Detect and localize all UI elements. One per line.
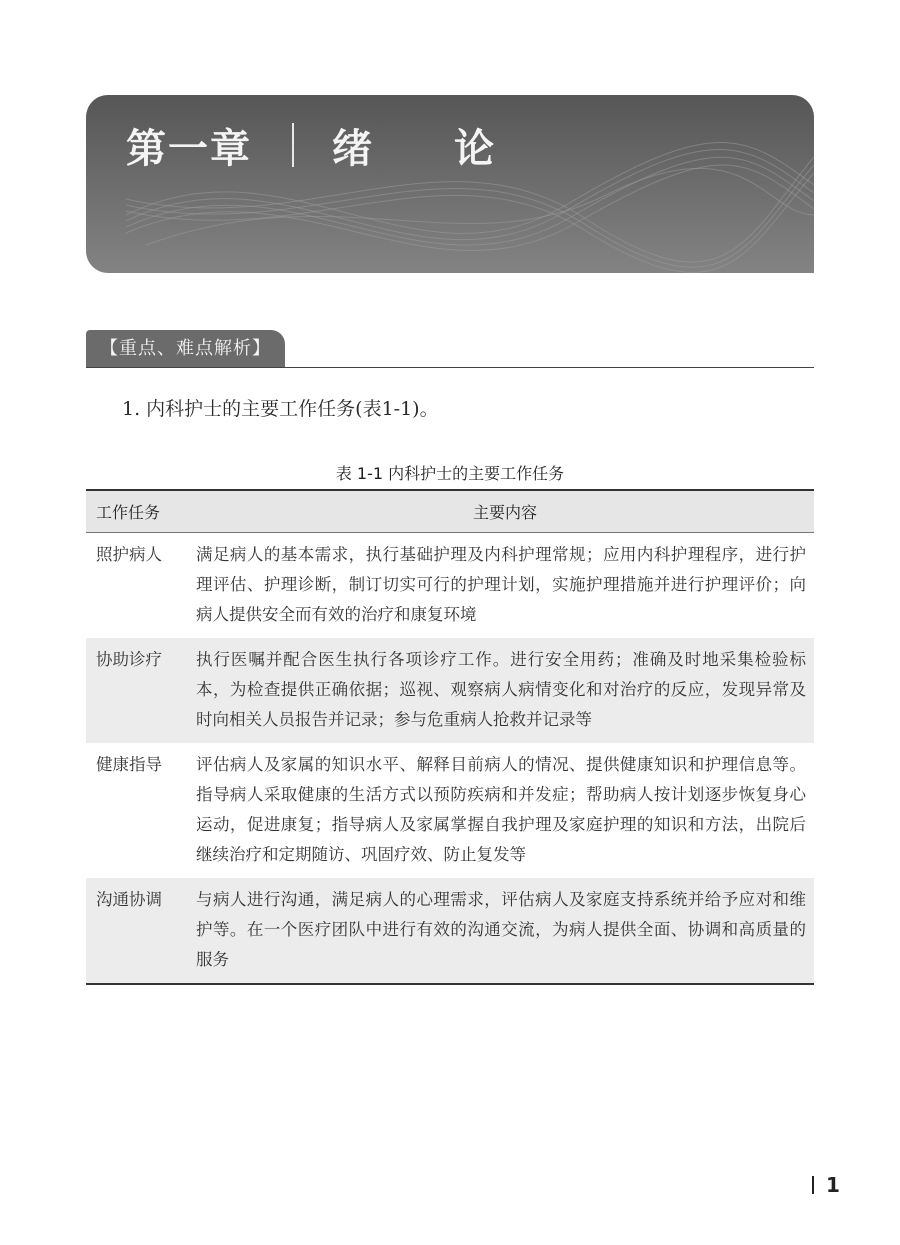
content-cell: 与病人进行沟通，满足病人的心理需求，评估病人及家庭支持系统并给予应对和维护等。在一个医疗团队中进行有效的沟通交流，为病人提供全面、协调和高质量的服务 <box>196 878 814 984</box>
chapter-number: 第一章 <box>126 125 252 172</box>
nursing-task-table <box>86 489 814 985</box>
table-header-content: 主要内容 <box>196 490 814 533</box>
table-row <box>86 533 814 639</box>
chapter-title: 绪论 <box>332 125 576 172</box>
page-number-bar <box>812 1176 814 1194</box>
table-caption: 表 1-1 内科护士的主要工作任务 <box>335 464 565 483</box>
chapter-heading <box>126 115 576 175</box>
page-number-value: 1 <box>826 1173 840 1197</box>
chapter-banner <box>86 95 814 273</box>
page-number <box>812 1171 840 1199</box>
task-cell: 协助诊疗 <box>86 638 196 743</box>
task-cell: 照护病人 <box>96 545 162 564</box>
section-divider <box>86 367 814 368</box>
table-header-row <box>86 490 814 533</box>
table-row <box>86 743 814 878</box>
task-cell: 沟通协调 <box>86 878 196 984</box>
table-row <box>86 878 814 984</box>
table-row <box>86 638 814 743</box>
content-cell: 评估病人及家属的知识水平、解释目前病人的情况、提供健康知识和护理信息等。指导病人采取健康的生活方式以预防疾病和并发症；帮助病人按计划逐步恢复身心运动，促进康复；指导病人及家属掌握自我护理及家庭护理的知识和方法，出院后继续治疗和定期随访、巩固疗效、防止复发等 <box>196 755 806 864</box>
table-header-task: 工作任务 <box>86 490 196 533</box>
section-heading-tab: 【重点、难点解析】 <box>86 330 285 368</box>
task-cell: 健康指导 <box>96 755 162 774</box>
chapter-title-divider <box>292 123 294 167</box>
content-cell: 执行医嘱并配合医生执行各项诊疗工作。进行安全用药；准确及时地采集检验标本，为检查提供正确依据；巡视、观察病人病情变化和对治疗的反应，发现异常及时向相关人员报告并记录；参与危重病人抢救并记录等 <box>196 638 814 743</box>
intro-paragraph: 1. 内科护士的主要工作任务(表1-1)。 <box>122 398 439 420</box>
content-cell: 满足病人的基本需求，执行基础护理及内科护理常规；应用内科护理程序，进行护理评估、护理诊断，制订切实可行的护理计划，实施护理措施并进行护理评价；向病人提供安全而有效的治疗和康复环境 <box>196 545 806 624</box>
